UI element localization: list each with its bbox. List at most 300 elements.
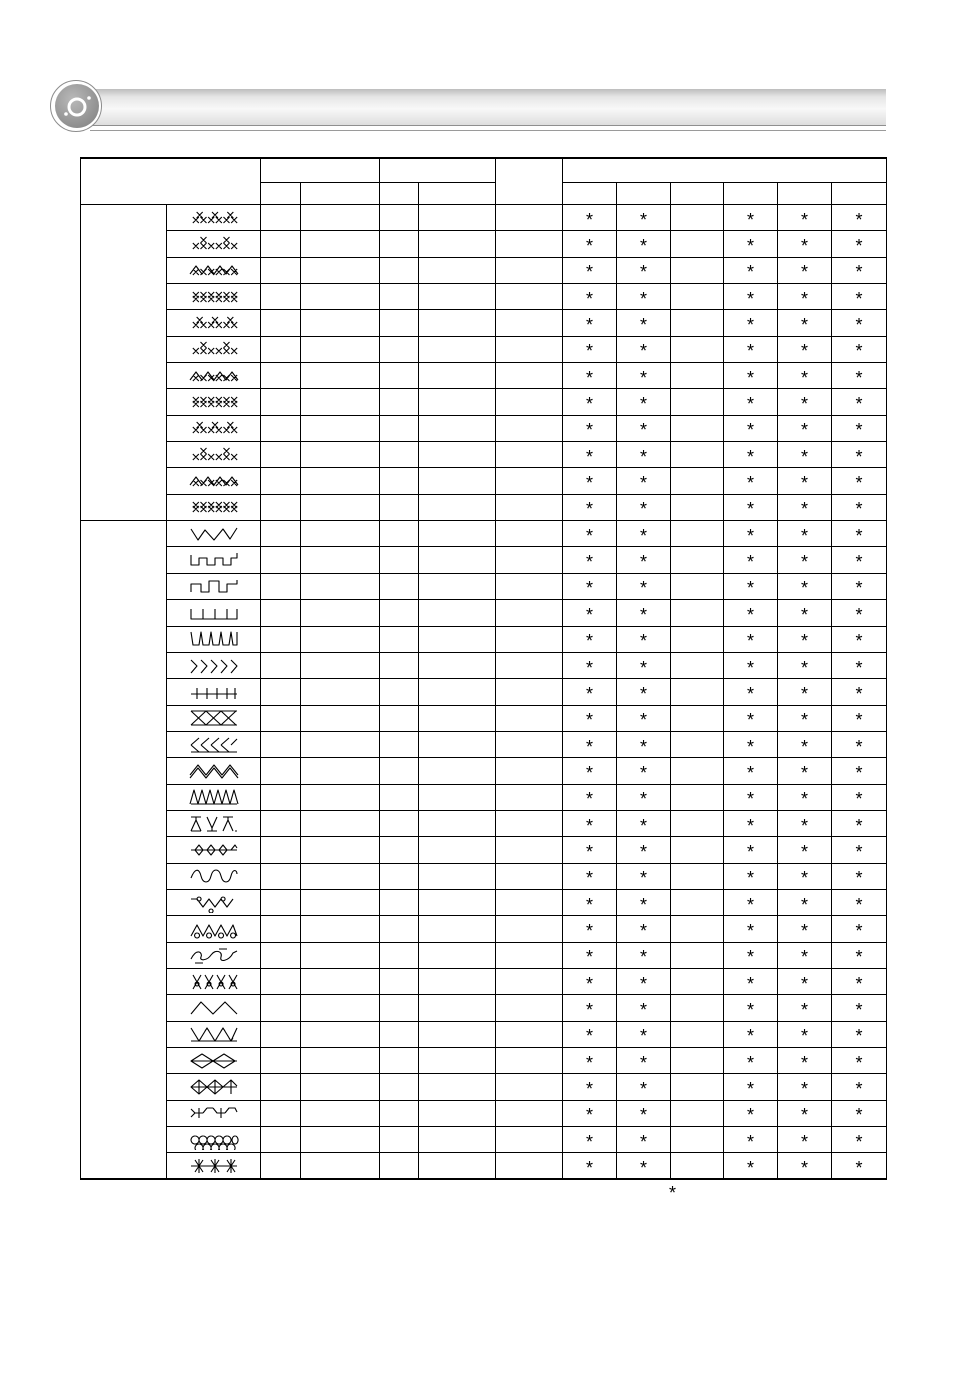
mark-cell-2 xyxy=(617,705,671,731)
mark-cell-3 xyxy=(671,1100,724,1126)
table-row xyxy=(81,1074,887,1100)
empty-cell xyxy=(419,389,496,415)
empty-cell xyxy=(496,1153,563,1179)
empty-cell xyxy=(380,626,419,652)
empty-cell xyxy=(261,705,301,731)
mark-cell-5 xyxy=(778,573,832,599)
empty-cell xyxy=(380,415,419,441)
mark-cell-6 xyxy=(832,916,887,942)
star-mark: * xyxy=(746,525,754,546)
empty-cell xyxy=(301,758,380,784)
empty-cell xyxy=(380,968,419,994)
star-mark: * xyxy=(585,262,593,283)
empty-cell xyxy=(380,679,419,705)
table-row xyxy=(81,1127,887,1153)
empty-cell xyxy=(261,968,301,994)
star-mark: * xyxy=(746,236,754,257)
tick-line-stitch-icon xyxy=(189,682,239,702)
empty-cell xyxy=(496,231,563,257)
mark-cell-1 xyxy=(563,784,617,810)
stitch-icon-cell xyxy=(167,758,261,784)
mark-cell-4 xyxy=(724,810,778,836)
empty-cell xyxy=(496,810,563,836)
footnote-star: * xyxy=(669,1183,677,1203)
row-group-1 xyxy=(81,205,167,521)
empty-cell xyxy=(301,810,380,836)
table-row xyxy=(81,573,887,599)
star-mark: * xyxy=(746,446,754,467)
star-mark: * xyxy=(800,710,808,731)
mark-cell-2 xyxy=(617,837,671,863)
empty-cell xyxy=(419,600,496,626)
empty-cell xyxy=(419,995,496,1021)
star-mark: * xyxy=(585,657,593,678)
star-mark: * xyxy=(800,683,808,704)
mark-cell-2 xyxy=(617,1100,671,1126)
mark-cell-3 xyxy=(671,468,724,494)
mark-cell-3 xyxy=(671,389,724,415)
cross-stitch-pattern-icon-3 xyxy=(189,260,239,280)
star-mark: * xyxy=(800,473,808,494)
empty-cell xyxy=(301,652,380,678)
cross-stitch-pattern-icon-10 xyxy=(189,445,239,465)
star-mark: * xyxy=(585,710,593,731)
empty-cell xyxy=(496,1100,563,1126)
empty-cell xyxy=(496,363,563,389)
star-mark: * xyxy=(855,947,863,968)
mark-cell-2 xyxy=(617,784,671,810)
mark-cell-2 xyxy=(617,889,671,915)
mark-cell-5 xyxy=(778,521,832,547)
mark-cell-4 xyxy=(724,1100,778,1126)
star-mark: * xyxy=(746,631,754,652)
diamond-chain-stitch-icon xyxy=(189,840,239,860)
star-mark: * xyxy=(855,841,863,862)
header-sub-c3 xyxy=(671,183,724,205)
mark-cell-6 xyxy=(832,810,887,836)
mark-cell-3 xyxy=(671,257,724,283)
star-mark: * xyxy=(746,1079,754,1100)
star-mark: * xyxy=(639,999,647,1020)
mark-cell-2 xyxy=(617,863,671,889)
star-mark: * xyxy=(746,1052,754,1073)
mark-cell-1 xyxy=(563,810,617,836)
empty-cell xyxy=(380,521,419,547)
empty-cell xyxy=(301,257,380,283)
mark-cell-6 xyxy=(832,837,887,863)
section-banner xyxy=(50,80,886,134)
empty-cell xyxy=(496,257,563,283)
empty-cell xyxy=(496,600,563,626)
empty-cell xyxy=(419,284,496,310)
mark-cell-3 xyxy=(671,679,724,705)
mark-cell-2 xyxy=(617,1153,671,1179)
mark-cell-4 xyxy=(724,573,778,599)
mark-cell-5 xyxy=(778,442,832,468)
mark-cell-6 xyxy=(832,889,887,915)
stitch-icon-cell xyxy=(167,784,261,810)
star-mark: * xyxy=(855,999,863,1020)
empty-cell xyxy=(496,1127,563,1153)
star-mark: * xyxy=(639,473,647,494)
mark-cell-4 xyxy=(724,442,778,468)
star-mark: * xyxy=(746,683,754,704)
star-mark: * xyxy=(746,499,754,520)
mark-cell-4 xyxy=(724,1048,778,1074)
mark-cell-1 xyxy=(563,863,617,889)
mark-cell-1 xyxy=(563,389,617,415)
star-mark: * xyxy=(639,262,647,283)
empty-cell xyxy=(419,231,496,257)
mark-cell-4 xyxy=(724,1153,778,1179)
empty-cell xyxy=(380,600,419,626)
mark-cell-3 xyxy=(671,1127,724,1153)
mark-cell-3 xyxy=(671,521,724,547)
mark-cell-1 xyxy=(563,310,617,336)
star-mark: * xyxy=(800,420,808,441)
star-mark: * xyxy=(585,947,593,968)
mark-cell-4 xyxy=(724,389,778,415)
empty-cell xyxy=(261,573,301,599)
mark-cell-4 xyxy=(724,600,778,626)
empty-cell xyxy=(419,731,496,757)
empty-cell xyxy=(301,468,380,494)
mark-cell-1 xyxy=(563,600,617,626)
empty-cell xyxy=(380,310,419,336)
mark-cell-3 xyxy=(671,231,724,257)
empty-cell xyxy=(419,257,496,283)
mark-cell-4 xyxy=(724,837,778,863)
cross-stitch-pattern-icon-9 xyxy=(189,418,239,438)
mark-cell-3 xyxy=(671,1153,724,1179)
empty-cell xyxy=(380,1021,419,1047)
mark-cell-6 xyxy=(832,521,887,547)
star-mark: * xyxy=(746,710,754,731)
mark-cell-6 xyxy=(832,679,887,705)
serpentine-stitch-icon xyxy=(189,866,239,886)
star-mark: * xyxy=(639,288,647,309)
empty-cell xyxy=(380,284,419,310)
mark-cell-4 xyxy=(724,468,778,494)
table-row xyxy=(81,363,887,389)
star-mark: * xyxy=(639,1131,647,1152)
star-mark: * xyxy=(639,710,647,731)
empty-cell xyxy=(419,336,496,362)
star-mark: * xyxy=(800,815,808,836)
table-row xyxy=(81,968,887,994)
mark-cell-4 xyxy=(724,1127,778,1153)
star-mark: * xyxy=(855,631,863,652)
empty-cell xyxy=(496,1021,563,1047)
mark-cell-6 xyxy=(832,731,887,757)
mark-cell-4 xyxy=(724,521,778,547)
mark-cell-2 xyxy=(617,521,671,547)
mark-cell-2 xyxy=(617,336,671,362)
mark-cell-2 xyxy=(617,652,671,678)
mark-cell-5 xyxy=(778,784,832,810)
star-mark: * xyxy=(855,1105,863,1126)
empty-cell xyxy=(419,916,496,942)
star-mark: * xyxy=(800,262,808,283)
mark-cell-6 xyxy=(832,231,887,257)
mark-cell-6 xyxy=(832,863,887,889)
stitch-icon-cell xyxy=(167,968,261,994)
split-diamond-stitch-icon xyxy=(189,1077,239,1097)
mark-cell-6 xyxy=(832,310,887,336)
star-mark: * xyxy=(639,789,647,810)
empty-cell xyxy=(261,652,301,678)
star-mark: * xyxy=(585,1026,593,1047)
empty-cell xyxy=(419,310,496,336)
mark-cell-4 xyxy=(724,889,778,915)
empty-cell xyxy=(301,784,380,810)
star-mark: * xyxy=(800,841,808,862)
star-mark: * xyxy=(585,973,593,994)
mark-cell-5 xyxy=(778,389,832,415)
star-mark: * xyxy=(855,789,863,810)
stitch-icon-cell xyxy=(167,389,261,415)
empty-cell xyxy=(419,784,496,810)
mark-cell-1 xyxy=(563,889,617,915)
mark-cell-2 xyxy=(617,600,671,626)
empty-cell xyxy=(496,494,563,520)
star-mark: * xyxy=(639,973,647,994)
empty-cell xyxy=(301,942,380,968)
camera-lens-icon xyxy=(55,84,99,128)
stitch-icon-cell xyxy=(167,521,261,547)
empty-cell xyxy=(380,442,419,468)
star-mark: * xyxy=(585,367,593,388)
star-mark: * xyxy=(800,525,808,546)
mark-cell-1 xyxy=(563,415,617,441)
star-mark: * xyxy=(800,1026,808,1047)
table-row xyxy=(81,863,887,889)
empty-cell xyxy=(496,679,563,705)
cross-stitch-pattern-icon-12 xyxy=(189,497,239,517)
star-mark: * xyxy=(800,1157,808,1178)
star-mark: * xyxy=(585,236,593,257)
cross-stitch-pattern-icon-7 xyxy=(189,366,239,386)
star-mark: * xyxy=(746,552,754,573)
mark-cell-5 xyxy=(778,205,832,231)
mark-cell-4 xyxy=(724,363,778,389)
star-mark: * xyxy=(855,683,863,704)
table-row xyxy=(81,336,887,362)
mark-cell-5 xyxy=(778,626,832,652)
mark-cell-3 xyxy=(671,494,724,520)
star-mark: * xyxy=(800,341,808,362)
star-mark: * xyxy=(746,1105,754,1126)
empty-cell xyxy=(301,837,380,863)
star-mark: * xyxy=(746,209,754,230)
star-mark: * xyxy=(585,736,593,757)
star-mark: * xyxy=(746,1157,754,1178)
mark-cell-6 xyxy=(832,547,887,573)
mark-cell-5 xyxy=(778,1074,832,1100)
empty-cell xyxy=(380,889,419,915)
star-mark: * xyxy=(585,552,593,573)
empty-cell xyxy=(380,916,419,942)
mark-cell-1 xyxy=(563,758,617,784)
star-mark: * xyxy=(855,920,863,941)
stitch-icon-cell xyxy=(167,705,261,731)
empty-cell xyxy=(380,784,419,810)
header-sub-a1 xyxy=(261,183,301,205)
header-sub-c2 xyxy=(617,183,671,205)
star-mark: * xyxy=(855,657,863,678)
empty-cell xyxy=(261,810,301,836)
mark-cell-4 xyxy=(724,705,778,731)
empty-cell xyxy=(380,758,419,784)
stitch-icon-cell xyxy=(167,284,261,310)
stitch-icon-cell xyxy=(167,889,261,915)
mark-cell-6 xyxy=(832,784,887,810)
stitch-icon-cell xyxy=(167,995,261,1021)
empty-cell xyxy=(301,284,380,310)
arrow-peak-stitch-icon xyxy=(189,1024,239,1044)
star-mark: * xyxy=(855,262,863,283)
mark-cell-5 xyxy=(778,415,832,441)
mark-cell-4 xyxy=(724,284,778,310)
cross-stitch-pattern-icon-8 xyxy=(189,392,239,412)
star-mark: * xyxy=(746,789,754,810)
star-mark: * xyxy=(800,367,808,388)
stitch-icon-cell xyxy=(167,415,261,441)
mark-cell-6 xyxy=(832,336,887,362)
empty-cell xyxy=(419,415,496,441)
star-mark: * xyxy=(585,315,593,336)
mark-cell-4 xyxy=(724,652,778,678)
header-sub-c6 xyxy=(832,183,887,205)
star-mark: * xyxy=(746,947,754,968)
empty-cell xyxy=(301,1021,380,1047)
stitch-icon-cell xyxy=(167,442,261,468)
mark-cell-2 xyxy=(617,284,671,310)
mark-cell-3 xyxy=(671,837,724,863)
empty-cell xyxy=(301,1153,380,1179)
empty-cell xyxy=(261,1074,301,1100)
empty-cell xyxy=(261,1100,301,1126)
mark-cell-5 xyxy=(778,1021,832,1047)
empty-cell xyxy=(419,205,496,231)
cross-stitch-pattern-icon-5 xyxy=(189,313,239,333)
empty-cell xyxy=(301,1048,380,1074)
star-mark: * xyxy=(746,868,754,889)
mark-cell-6 xyxy=(832,1100,887,1126)
mark-cell-6 xyxy=(832,1127,887,1153)
header-sub-c1 xyxy=(563,183,617,205)
star-mark: * xyxy=(855,473,863,494)
empty-cell xyxy=(261,284,301,310)
empty-cell xyxy=(301,363,380,389)
star-mark: * xyxy=(746,973,754,994)
star-mark: * xyxy=(746,841,754,862)
table-row xyxy=(81,231,887,257)
dense-zigzag-stitch-icon xyxy=(189,787,239,807)
table-row xyxy=(81,626,887,652)
star-mark: * xyxy=(585,499,593,520)
mark-cell-5 xyxy=(778,995,832,1021)
table-row xyxy=(81,521,887,547)
empty-cell xyxy=(380,1074,419,1100)
mark-cell-5 xyxy=(778,968,832,994)
star-mark: * xyxy=(800,499,808,520)
mark-cell-1 xyxy=(563,442,617,468)
mark-cell-5 xyxy=(778,336,832,362)
header-sub-b2 xyxy=(419,183,496,205)
stitch-icon-cell xyxy=(167,547,261,573)
mark-cell-6 xyxy=(832,1074,887,1100)
empty-cell xyxy=(261,415,301,441)
empty-cell xyxy=(419,679,496,705)
empty-cell xyxy=(419,942,496,968)
empty-cell xyxy=(419,1021,496,1047)
cross-stitch-pattern-icon-11 xyxy=(189,471,239,491)
empty-cell xyxy=(419,705,496,731)
mark-cell-6 xyxy=(832,758,887,784)
square-wave-stitch-icon xyxy=(189,576,239,596)
empty-cell xyxy=(301,916,380,942)
star-mark: * xyxy=(639,367,647,388)
table-row xyxy=(81,1048,887,1074)
mark-cell-6 xyxy=(832,995,887,1021)
star-mark: * xyxy=(639,868,647,889)
mark-cell-5 xyxy=(778,1153,832,1179)
empty-cell xyxy=(301,1127,380,1153)
mark-cell-2 xyxy=(617,995,671,1021)
stitch-icon-cell xyxy=(167,231,261,257)
mark-cell-3 xyxy=(671,415,724,441)
mark-cell-5 xyxy=(778,889,832,915)
empty-cell xyxy=(496,336,563,362)
stitch-icon-cell xyxy=(167,257,261,283)
star-mark: * xyxy=(855,420,863,441)
mark-cell-3 xyxy=(671,626,724,652)
table-row xyxy=(81,916,887,942)
star-mark: * xyxy=(855,604,863,625)
empty-cell xyxy=(380,336,419,362)
star-mark: * xyxy=(855,710,863,731)
star-mark: * xyxy=(855,394,863,415)
diamond-stitch-icon xyxy=(189,1051,239,1071)
mark-cell-6 xyxy=(832,284,887,310)
star-mark: * xyxy=(855,894,863,915)
empty-cell xyxy=(301,521,380,547)
mark-cell-3 xyxy=(671,863,724,889)
cross-stitch-pattern-icon-4 xyxy=(189,287,239,307)
rounded-square-wave-stitch-icon xyxy=(189,629,239,649)
mark-cell-2 xyxy=(617,573,671,599)
empty-cell xyxy=(419,652,496,678)
stitch-icon-cell xyxy=(167,1127,261,1153)
empty-cell xyxy=(261,1153,301,1179)
star-mark: * xyxy=(585,578,593,599)
mark-cell-6 xyxy=(832,389,887,415)
star-mark: * xyxy=(800,762,808,783)
empty-cell xyxy=(261,942,301,968)
mark-cell-5 xyxy=(778,231,832,257)
mark-cell-6 xyxy=(832,942,887,968)
mark-cell-3 xyxy=(671,942,724,968)
empty-cell xyxy=(419,1127,496,1153)
mark-cell-2 xyxy=(617,468,671,494)
table-row xyxy=(81,1153,887,1179)
empty-cell xyxy=(419,1153,496,1179)
empty-cell xyxy=(496,863,563,889)
star-mark: * xyxy=(585,1052,593,1073)
star-mark: * xyxy=(585,525,593,546)
mark-cell-1 xyxy=(563,916,617,942)
